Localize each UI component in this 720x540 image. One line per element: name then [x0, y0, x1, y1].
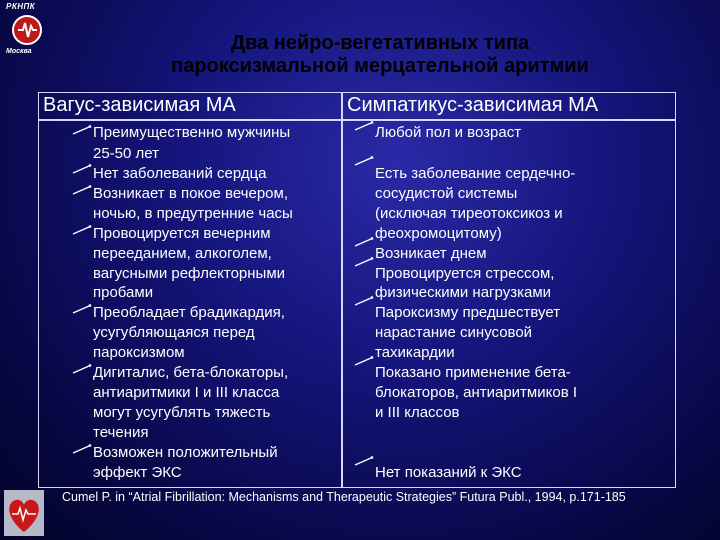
left-line: пароксизмом: [93, 344, 185, 361]
pen-bullet-icon: [71, 124, 93, 136]
right-line: (исключая тиреотоксикоз и: [375, 205, 563, 222]
left-line: усугубляющаяся перед: [93, 324, 255, 341]
column-divider: [341, 93, 343, 487]
pen-bullet-icon: [353, 120, 375, 132]
slide-title: [60, 32, 700, 78]
right-line: тахикардии: [375, 344, 455, 361]
citation-text: Cumel P. in “Atrial Fibrillation: Mechanisms and Therapeutic Strategies” Futura Publ., 1994, p.171-185: [62, 490, 626, 504]
pen-bullet-icon: [71, 303, 93, 315]
left-line: эффект ЭКС: [93, 464, 182, 481]
left-line: Дигиталис, бета-блокаторы,: [93, 364, 289, 381]
slide-title-line-2: пароксизмальной мерцательной аритмии: [171, 55, 589, 77]
slide-title-line-1: Два нейро-вегетативных типа: [230, 32, 530, 54]
organization-emblem-icon: [10, 13, 44, 47]
left-line: перееданием, алкоголем,: [93, 245, 272, 262]
left-line: вагусными рефлекторными: [93, 265, 286, 282]
right-line: Нет показаний к ЭКС: [375, 464, 522, 481]
comparison-table: [38, 92, 676, 488]
left-column-header: Вагус-зависимая МА: [43, 94, 236, 116]
pen-bullet-icon: [71, 443, 93, 455]
pen-bullet-icon: [353, 295, 375, 307]
left-line: антиаритмики I и III класса: [93, 384, 280, 401]
pen-bullet-icon: [71, 363, 93, 375]
right-line: Пароксизму предшествует: [375, 304, 561, 321]
organization-city: Москва: [6, 48, 32, 55]
pen-bullet-icon: [71, 224, 93, 236]
pen-bullet-icon: [353, 256, 375, 268]
right-column-header: Симпатикус-зависимая МА: [347, 94, 599, 116]
left-line: Преобладает брадикардия,: [93, 304, 285, 321]
left-line: 25-50 лет: [93, 145, 159, 162]
left-line: Возникает в покое вечером,: [93, 185, 288, 202]
right-line: Провоцируется стрессом,: [375, 265, 555, 282]
left-line: пробами: [93, 284, 154, 301]
pen-bullet-icon: [71, 163, 93, 175]
right-line: Есть заболевание сердечно-: [375, 165, 576, 182]
right-line: Любой пол и возраст: [375, 124, 522, 141]
left-line: Возможен положительный: [93, 444, 278, 461]
pen-bullet-icon: [353, 155, 375, 167]
right-line: сосудистой системы: [375, 185, 518, 202]
heart-logo-icon: [2, 488, 46, 538]
left-line: Преимущественно мужчины: [93, 124, 291, 141]
pen-bullet-icon: [71, 184, 93, 196]
pen-bullet-icon: [353, 236, 375, 248]
organization-logo: [6, 2, 50, 55]
pen-bullet-icon: [353, 355, 375, 367]
right-line: физическими нагрузками: [375, 284, 552, 301]
organization-name: РКНПК: [6, 2, 36, 11]
right-line: Возникает днем: [375, 245, 487, 262]
right-line: феохромоцитому): [375, 225, 502, 242]
left-line: Провоцируется вечерним: [93, 225, 271, 242]
left-line: ночью, в предутренние часы: [93, 205, 293, 222]
left-line: Нет заболеваний сердца: [93, 165, 267, 182]
left-line: течения: [93, 424, 149, 441]
right-line: нарастание синусовой: [375, 324, 533, 341]
right-line: Показано применение бета-: [375, 364, 571, 381]
pen-bullet-icon: [353, 455, 375, 467]
right-line: и III классов: [375, 404, 460, 421]
left-line: могут усугублять тяжесть: [93, 404, 271, 421]
right-line: блокаторов, антиаритмиков I: [375, 384, 577, 401]
